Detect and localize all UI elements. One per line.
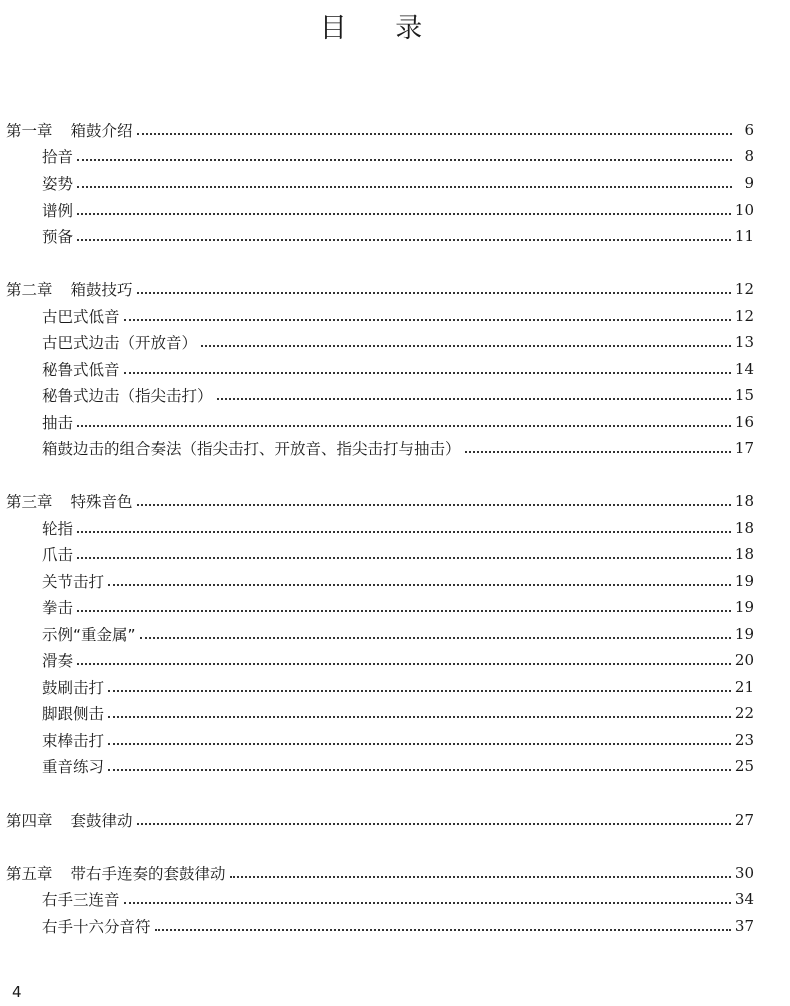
leader-dots	[77, 663, 731, 665]
toc-item[interactable]	[42, 356, 754, 382]
leader-dots	[77, 239, 731, 241]
chapter-number: 第五章	[6, 865, 53, 883]
toc-item[interactable]	[42, 647, 754, 673]
page-number: 4	[12, 983, 22, 1001]
page-ref: 10	[734, 201, 754, 219]
item-label: 束棒击打	[42, 732, 105, 750]
leader-dots	[124, 372, 731, 374]
item-label: 拳击	[42, 599, 74, 617]
toc-item[interactable]	[42, 700, 754, 726]
page-ref: 34	[734, 890, 754, 908]
item-label: 关节击打	[42, 573, 105, 591]
page-ref: 13	[734, 333, 754, 351]
item-label: 预备	[42, 228, 74, 246]
chapter-title: 特殊音色	[70, 493, 133, 511]
item-label: 古巴式低音	[42, 308, 120, 326]
page-ref: 14	[734, 360, 754, 378]
leader-dots	[155, 929, 731, 931]
page-ref: 18	[734, 545, 754, 563]
chapter-title: 箱鼓介绍	[70, 122, 133, 140]
leader-dots	[201, 345, 731, 347]
item-label: 秘鲁式边击（指尖击打）	[42, 387, 213, 405]
chapter-number: 第一章	[6, 122, 53, 140]
toc-chapter-4[interactable]	[6, 807, 754, 833]
item-label: 谱例	[42, 202, 74, 220]
toc-item[interactable]	[42, 143, 754, 169]
page-ref: 27	[734, 811, 754, 829]
toc-item[interactable]	[42, 223, 754, 249]
item-label: 右手十六分音符	[42, 918, 151, 936]
chapter-title: 箱鼓技巧	[70, 281, 133, 299]
toc-item[interactable]	[42, 753, 754, 779]
leader-dots	[137, 133, 732, 135]
toc-item[interactable]	[42, 409, 754, 435]
page-ref: 12	[734, 307, 754, 325]
page-ref: 19	[734, 625, 754, 643]
leader-dots	[108, 584, 731, 586]
page-ref: 17	[734, 439, 754, 457]
leader-dots	[77, 425, 731, 427]
leader-dots	[108, 769, 731, 771]
toc-item[interactable]	[42, 913, 754, 939]
chapter-number: 第二章	[6, 281, 53, 299]
leader-dots	[77, 159, 732, 161]
page-ref: 21	[734, 678, 754, 696]
leader-dots	[124, 902, 731, 904]
page-ref: 19	[734, 598, 754, 616]
item-label: 脚跟侧击	[42, 705, 105, 723]
toc-item[interactable]	[42, 197, 754, 223]
page-title: 目 录	[319, 13, 443, 44]
leader-dots	[77, 531, 731, 533]
item-label: 姿势	[42, 175, 74, 193]
leader-dots	[108, 690, 731, 692]
page-ref: 19	[734, 572, 754, 590]
toc-item[interactable]	[42, 303, 754, 329]
page-ref: 30	[734, 864, 754, 882]
chapter-number: 第三章	[6, 493, 53, 511]
leader-dots	[77, 186, 732, 188]
page-ref: 18	[734, 492, 754, 510]
item-label: 鼓刷击打	[42, 679, 105, 697]
toc-item[interactable]	[42, 329, 754, 355]
item-label: 抽击	[42, 414, 74, 432]
toc-item[interactable]	[42, 886, 754, 912]
chapter-title: 带右手连奏的套鼓律动	[70, 865, 226, 883]
page-ref: 15	[734, 386, 754, 404]
toc-chapter-1[interactable]	[6, 117, 754, 143]
leader-dots	[137, 823, 731, 825]
page-ref: 20	[734, 651, 754, 669]
item-label: 示例“重金属”	[42, 626, 136, 644]
leader-dots	[140, 637, 731, 639]
leader-dots	[124, 319, 731, 321]
toc-item[interactable]	[42, 621, 754, 647]
page-ref: 8	[744, 147, 754, 165]
leader-dots	[108, 716, 731, 718]
item-label: 爪击	[42, 546, 74, 564]
item-label: 右手三连音	[42, 891, 120, 909]
page-ref: 37	[734, 917, 754, 935]
page-ref: 23	[734, 731, 754, 749]
toc-item[interactable]	[42, 515, 754, 541]
page-ref: 18	[734, 519, 754, 537]
item-label: 秘鲁式低音	[42, 361, 120, 379]
toc-item[interactable]	[42, 382, 754, 408]
leader-dots	[77, 213, 731, 215]
toc-item[interactable]	[42, 727, 754, 753]
toc-chapter-2[interactable]	[6, 276, 754, 302]
page-ref: 11	[734, 227, 754, 245]
page-ref: 25	[734, 757, 754, 775]
toc-item[interactable]	[42, 568, 754, 594]
toc-item[interactable]	[42, 170, 754, 196]
leader-dots	[137, 292, 731, 294]
leader-dots	[77, 557, 731, 559]
item-label: 箱鼓边击的组合奏法（指尖击打、开放音、指尖击打与抽击）	[42, 440, 461, 458]
page-ref: 22	[734, 704, 754, 722]
item-label: 古巴式边击（开放音）	[42, 334, 198, 352]
item-label: 拾音	[42, 148, 74, 166]
item-label: 滑奏	[42, 652, 74, 670]
leader-dots	[137, 504, 731, 506]
toc-item[interactable]	[42, 541, 754, 567]
page-ref: 12	[734, 280, 754, 298]
toc-item[interactable]	[42, 435, 754, 461]
page-ref: 9	[744, 174, 754, 192]
page-ref: 6	[744, 121, 754, 139]
toc-chapter-3[interactable]	[6, 488, 754, 514]
leader-dots	[77, 610, 731, 612]
toc-item[interactable]	[42, 594, 754, 620]
page-ref: 16	[734, 413, 754, 431]
leader-dots	[108, 743, 731, 745]
item-label: 重音练习	[42, 758, 105, 776]
toc-item[interactable]	[42, 674, 754, 700]
toc-chapter-5[interactable]	[6, 860, 754, 886]
item-label: 轮指	[42, 520, 74, 538]
leader-dots	[230, 876, 731, 878]
chapter-title: 套鼓律动	[70, 812, 133, 830]
leader-dots	[465, 451, 731, 453]
leader-dots	[217, 398, 731, 400]
chapter-number: 第四章	[6, 812, 53, 830]
